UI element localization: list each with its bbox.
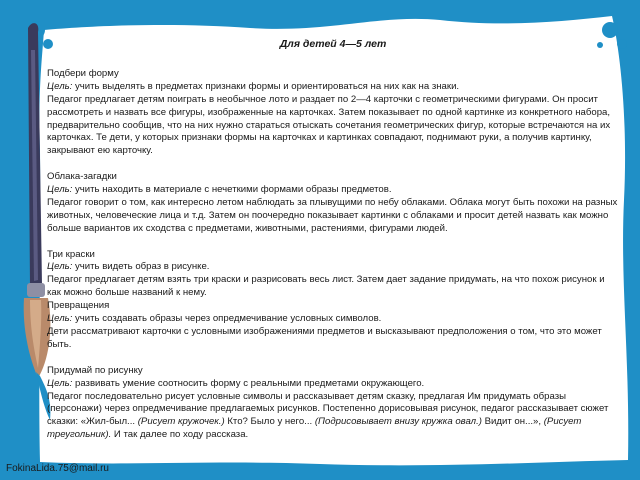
section-heading: Облака-загадки <box>47 171 117 183</box>
section-body <box>47 391 619 443</box>
section-goal <box>47 184 619 197</box>
goal-text: учить выделять в предметах признаки формы и ориентироваться на них как на знаки. <box>72 80 460 92</box>
goal-label: Цель: <box>47 80 73 92</box>
goal-label: Цель: <box>47 184 73 196</box>
goal-text: учить создавать образы через опредмечивание условных символов. <box>72 313 382 325</box>
section-heading: Три краски <box>47 248 95 260</box>
section-body: Педагог говорит о том, как интересно летом наблюдать за плывущими по небу облаками. Облака могут быть похожи на разных животных, человеческие лица и т.д. Затем он поочередно показывает картинки с облаками и просит детей назвать как можно больше вариантов их сходства с предметами, животными, растениями, фигурами людей. <box>47 196 618 234</box>
drawing-hint: (Рисует треугольник). <box>47 416 582 441</box>
goal-text: учить находить в материале с нечеткими формами образы предметов. <box>72 184 392 196</box>
body-text: Кто? Было у него... <box>224 416 315 428</box>
drawing-hint: (Подрисовывает внизу кружка овал.) <box>314 416 482 428</box>
section-body: Педагог предлагает детям поиграть в необычное лото и раздает по 2—4 карточки с геометрическими фигурами. Он просит рассмотреть и назвать все фигуры, изображенные на карточках. Затем показывает по одной картинке из конкретного набора, предварительно сообщив, что на них нужно стараться отыскать сочетания геометрических фигур, которые встречаются на их карточках. Те дети, у которых признаки формы на карточках и картинках совпадают, поднимают руки, а получив картинку, закрывают ею карточку. <box>47 93 611 157</box>
section-body: Педагог предлагает детям взять три краски и разрисовать весь лист. Затем дает задание придумать, на что похож рисунок и как можно больше названий к нему. <box>47 274 605 299</box>
goal-label: Цель: <box>47 261 73 273</box>
section-heading: Подбери форму <box>47 67 119 79</box>
section-goal <box>47 378 619 391</box>
body-text: И так далее по ходу рассказа. <box>111 429 249 441</box>
author-email: FokinaLida.75@mail.ru <box>6 463 109 474</box>
section-goal <box>47 313 619 326</box>
drawing-hint: (Рисует кружочек.) <box>137 416 225 428</box>
goal-text: учить видеть образ в рисунке. <box>72 261 210 273</box>
section-goal <box>47 261 619 274</box>
section-goal <box>47 81 619 94</box>
body-text: Видит он...», <box>481 416 544 428</box>
page-title: Для детей 4—5 лет <box>279 38 387 50</box>
body-text: Педагог последовательно рисует условные символы и рассказывает детям сказку, предлагая Им придумать образы (персонажи) через опредмечивание предлагаемых рисунков. Постепенно дорисовывая рисунок, педагог рассказывает сюжет сказки: «Жил-был... <box>47 390 609 428</box>
goal-text: развивать умение соотносить форму с реальными предметами окружающего. <box>72 377 425 389</box>
goal-label: Цель: <box>47 313 73 325</box>
section-body: Дети рассматривают карточки с условными изображениями предметов и высказывают предположения о том, что это может быть. <box>47 326 602 350</box>
section-heading: Превращения <box>47 300 110 312</box>
text-content <box>47 38 619 442</box>
goal-label: Цель: <box>47 377 73 389</box>
section-heading: Придумай по рисунку <box>47 364 143 376</box>
